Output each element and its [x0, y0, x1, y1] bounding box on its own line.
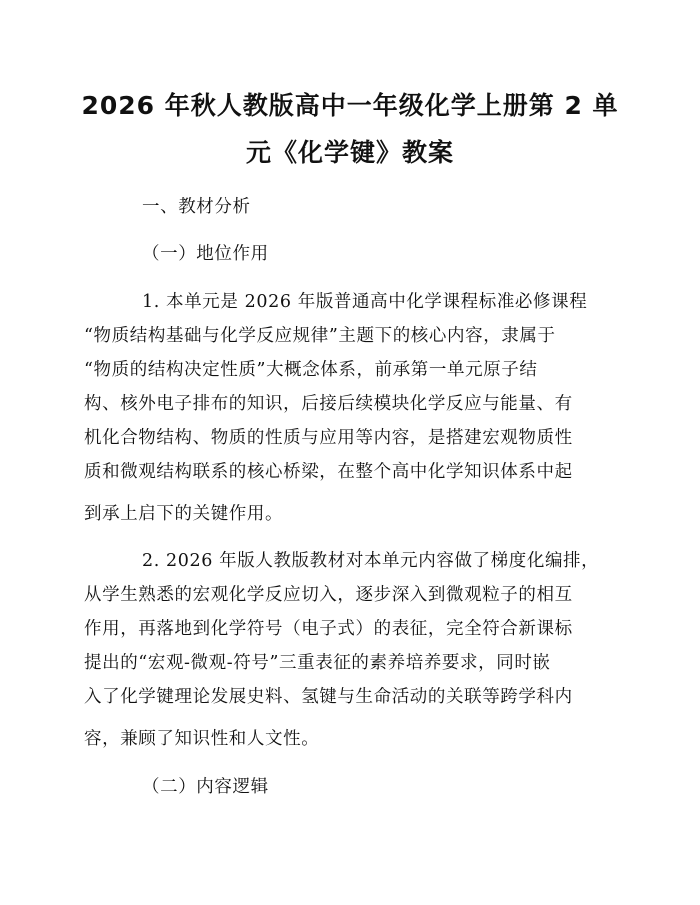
- paragraph-line: 2. 2026 年版人教版教材对本单元内容做了梯度化编排，: [142, 551, 600, 571]
- document-title-line-1: 2026 年秋人教版高中一年级化学上册第 2 单: [81, 91, 619, 120]
- paragraph-line: 作用，再落地到化学符号（电子式）的表征，完全符合新课标: [84, 619, 573, 639]
- paragraph-line: 入了化学键理论发展史料、氢键与生命活动的关联等跨学科内: [84, 687, 573, 707]
- subsection-heading: （一）地位作用: [142, 244, 269, 264]
- paragraph-line: 机化合物结构、物质的性质与应用等内容，是搭建宏观物质性: [84, 428, 573, 448]
- paragraph-line: 提出的“宏观-微观-符号”三重表征的素养培养要求，同时嵌: [84, 653, 551, 673]
- paragraph-line: 质和微观结构联系的核心桥梁，在整个高中化学知识体系中起: [84, 462, 573, 482]
- paragraph-line: “物质结构基础与化学反应规律”主题下的核心内容，隶属于: [84, 326, 556, 346]
- paragraph-line: 容，兼顾了知识性和人文性。: [84, 729, 320, 749]
- document-title-line-2: 元《化学键》教案: [245, 138, 454, 167]
- paragraph-line: 1. 本单元是 2026 年版普通高中化学课程标准必修课程: [142, 292, 588, 312]
- paragraph-line: “物质的结构决定性质”大概念体系，前承第一单元原子结: [84, 360, 538, 380]
- section-heading: 一、教材分析: [142, 197, 251, 217]
- paragraph-line: 从学生熟悉的宏观化学反应切入，逐步深入到微观粒子的相互: [84, 585, 573, 605]
- paragraph-line: 构、核外电子排布的知识，后接后续模块化学反应与能量、有: [84, 394, 573, 414]
- paragraph-line: 到承上启下的关键作用。: [84, 504, 284, 524]
- subsection-heading: （二）内容逻辑: [142, 777, 269, 797]
